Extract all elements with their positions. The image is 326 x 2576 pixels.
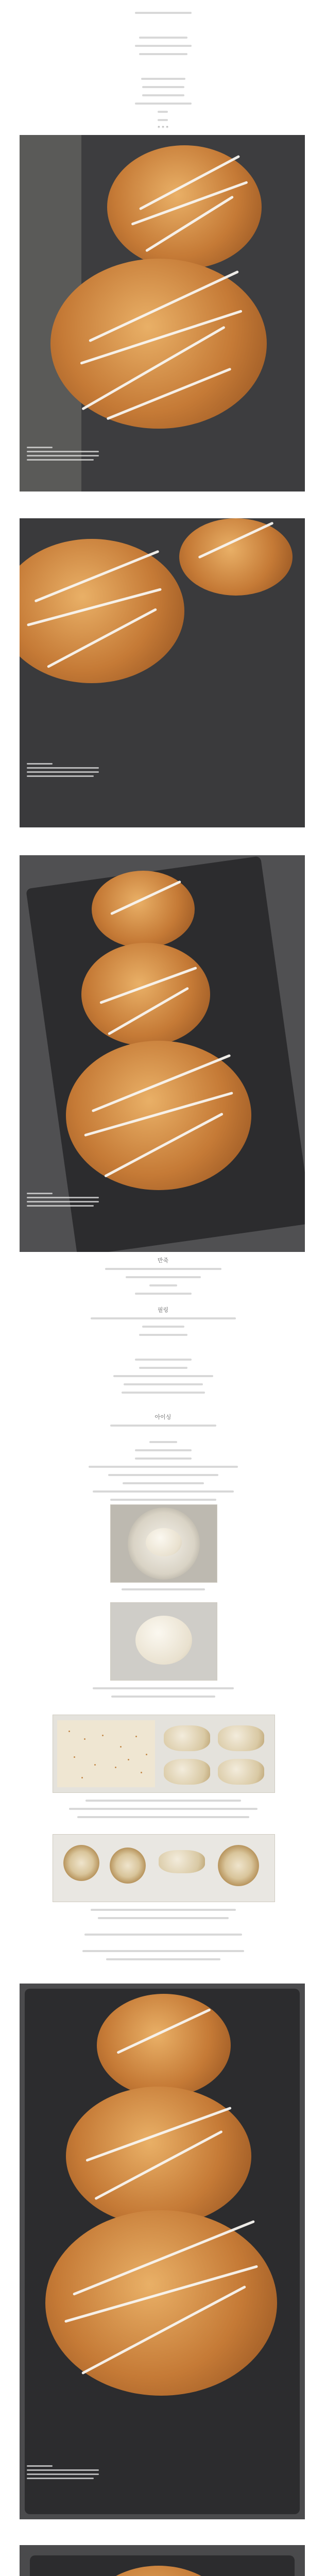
- bun: [45, 2210, 277, 2396]
- dough-heading: 반죽: [157, 1257, 169, 1264]
- photo-buns-tray-5: [20, 2545, 305, 2576]
- bun: [107, 145, 262, 269]
- photo-buns-tray-3: [20, 855, 305, 1252]
- photo-buns-tray-4: [20, 1984, 305, 2519]
- photo-watermark: [27, 444, 104, 461]
- intro-dots: * * *: [157, 125, 169, 131]
- step-photo-shaping: [53, 1834, 275, 1902]
- photo-watermark: [27, 2463, 104, 2479]
- step-photo-dough-ball: [110, 1602, 217, 1681]
- filling-heading: 필링: [157, 1307, 169, 1313]
- step-photo-rolling: [53, 1715, 275, 1793]
- icing-heading: 아이싱: [155, 1414, 171, 1420]
- step-photo-mixing-bowl: [110, 1504, 217, 1583]
- photo-watermark: [27, 1190, 104, 1207]
- photo-buns-tray-1: [20, 135, 305, 492]
- bun: [97, 1994, 231, 2097]
- bun: [179, 518, 293, 596]
- photo-watermark: [27, 760, 104, 777]
- bun: [50, 259, 267, 429]
- photo-buns-closeup-2: [20, 518, 305, 827]
- bun: [81, 943, 210, 1046]
